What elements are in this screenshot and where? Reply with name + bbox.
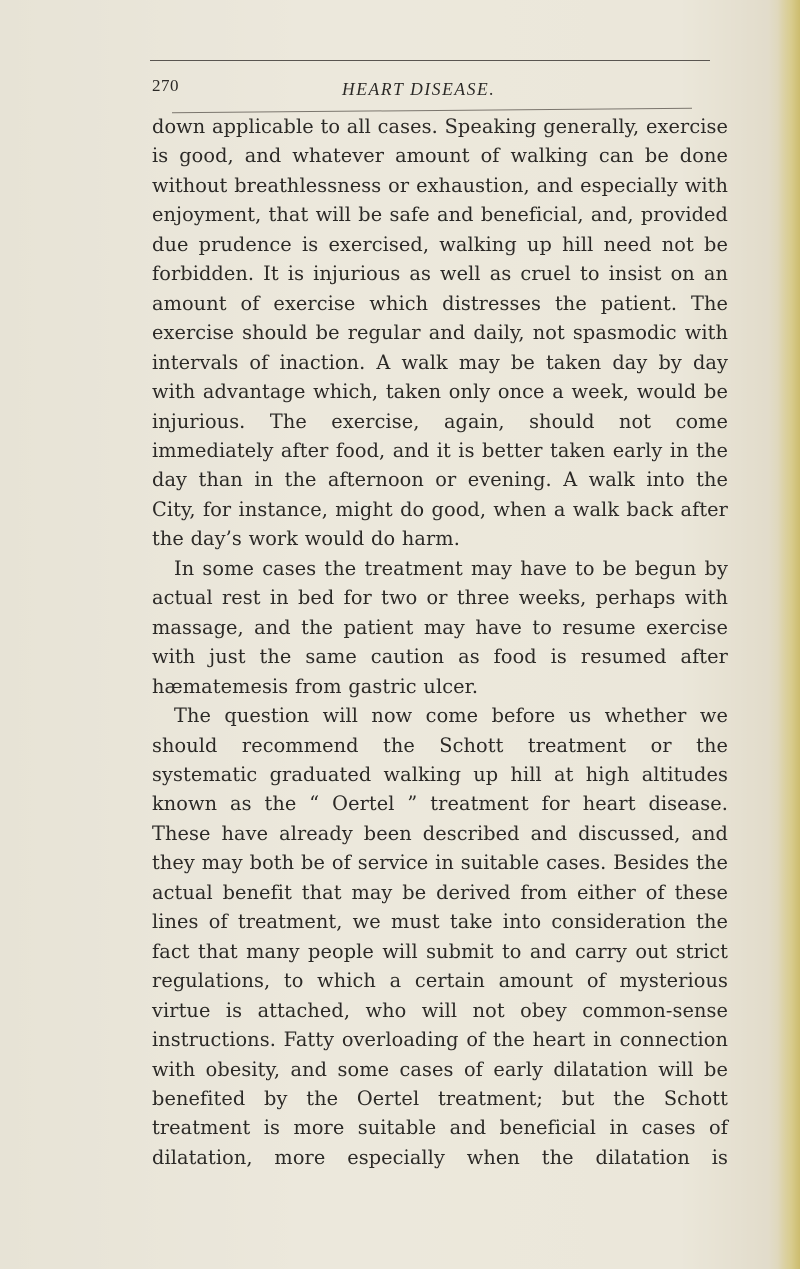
paragraph-2: In some cases the treatment may have to be begun by actual rest in bed for two or three weeks, perhaps with massage, and the patient may have to resume exercise with just the same caution as food is resumed after hæmatemesis from gastric ulcer. xyxy=(152,556,728,698)
body-text xyxy=(152,112,728,1172)
page-number: 270 xyxy=(152,76,179,95)
header-rule xyxy=(150,60,710,61)
paragraph-1: down applicable to all cases. Speaking generally, exercise is good, and whatever amount of walking can be done without breathlessness or exhaustion, and especially with enjoyment, that will be safe and beneficial, and, provided due prudence is exercised, walking up hill need not be forbidden. It is injurious as well as cruel to insist on an amount of exercise which distresses the patient. The exercise should be regular and daily, not spasmodic with intervals of inaction. A walk may be taken day by day with advantage which, taken only once a week, would be injurious. The exercise, again, should not come immediately after food, and it is better taken early in the day than in the afternoon or evening. A walk into the City, for instance, might do good, when a walk back after the day’s work would do harm. xyxy=(152,115,728,551)
page-edge-shadow xyxy=(778,0,800,1269)
running-head: HEART DISEASE. xyxy=(342,79,496,99)
paragraph-3: The question will now come before us whether we should recommend the Schott treatment or the systematic graduated walking up hill at high altitudes known as the “ Oertel ” treatment for heart disease. These have already been described and discussed, and they may both be of service in suitable cases. Besides the actual benefit that may be derived from either of these lines of treatment, we must take into consideration the fact that many people will submit to and carry out strict regulations, to which a certain amount of mysterious virtue is attached, who will not obey common-sense instructions. Fatty overloading of the heart in connection with obesity, and some cases of early dilatation will be benefited by the Oertel treatment; but the Schott treatment is more suitable and beneficial in cases of dilatation, more especially when the dilatation is xyxy=(152,704,728,1169)
